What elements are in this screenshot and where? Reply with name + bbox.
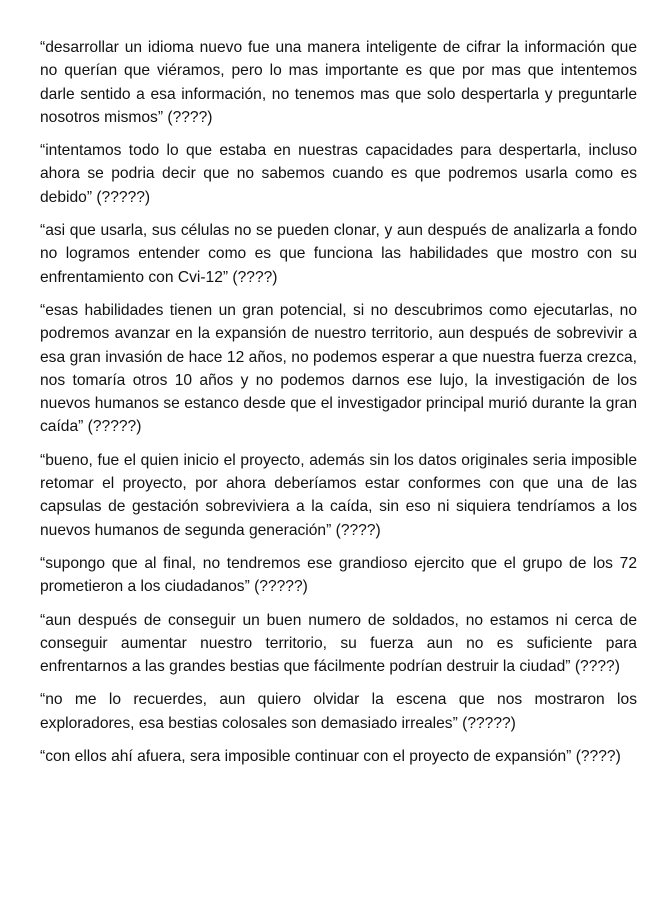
paragraph-9: “con ellos ahí afuera, sera imposible continuar con el proyecto de expansión” (????) <box>40 748 621 766</box>
document-body <box>40 36 637 778</box>
paragraph-2: “intentamos todo lo que estaba en nuestras capacidades para despertarla, incluso ahora se podria decir que no sabemos cuando es que podremos usarla como es debido” (?????) <box>40 142 637 206</box>
paragraph-7: “aun después de conseguir un buen numero de soldados, no estamos ni cerca de conseguir aumentar nuestro territorio, su fuerza aun no es suficiente para enfrentarnos a las grandes bestias que fácilmente podrían destruir la ciudad” (????) <box>40 611 637 676</box>
paragraph-5: “bueno, fue el quien inicio el proyecto, además sin los datos originales seria imposible retomar el proyecto, por ahora deberíamos estar conformes con que una de las capsulas de gestación sobreviviera a la caída, sin eso ni siquiera tendríamos a los nuevos humanos de segunda generación” (????) <box>40 451 637 539</box>
paragraph-6: “supongo que al final, no tendremos ese grandioso ejercito que el grupo de los 72 prometieron a los ciudadanos” (?????) <box>40 554 637 596</box>
paragraph-3: “asi que usarla, sus células no se pueden clonar, y aun después de analizarla a fondo no logramos entender como es que funciona las habilidades que mostro con su enfrentamiento con Cvi-12” (????) <box>40 222 637 286</box>
paragraph-4: “esas habilidades tienen un gran potencial, si no descubrimos como ejecutarlas, no podremos avanzar en la expansión de nuestro territorio, aun después de sobrevivir a esa gran invasión de hace 12 años, no podemos esperar a que nuestra fuerza crezca, nos tomaría otros 10 años y no podemos darnos ese lujo, la investigación de los nuevos humanos se estanco desde que el investigador principal murió durante la gran caída” (?????) <box>40 301 637 436</box>
paragraph-8: “no me lo recuerdes, aun quiero olvidar la escena que nos mostraron los exploradores, esa bestias colosales son demasiado irreales” (?????) <box>40 691 637 732</box>
paragraph-1: “desarrollar un idioma nuevo fue una manera inteligente de cifrar la información que no querían que viéramos, pero lo mas importante es que por mas que intentemos darle sentido a esa información, no tenemos mas que solo despertarla y preguntarle nosotros mismos” (????) <box>40 39 637 126</box>
